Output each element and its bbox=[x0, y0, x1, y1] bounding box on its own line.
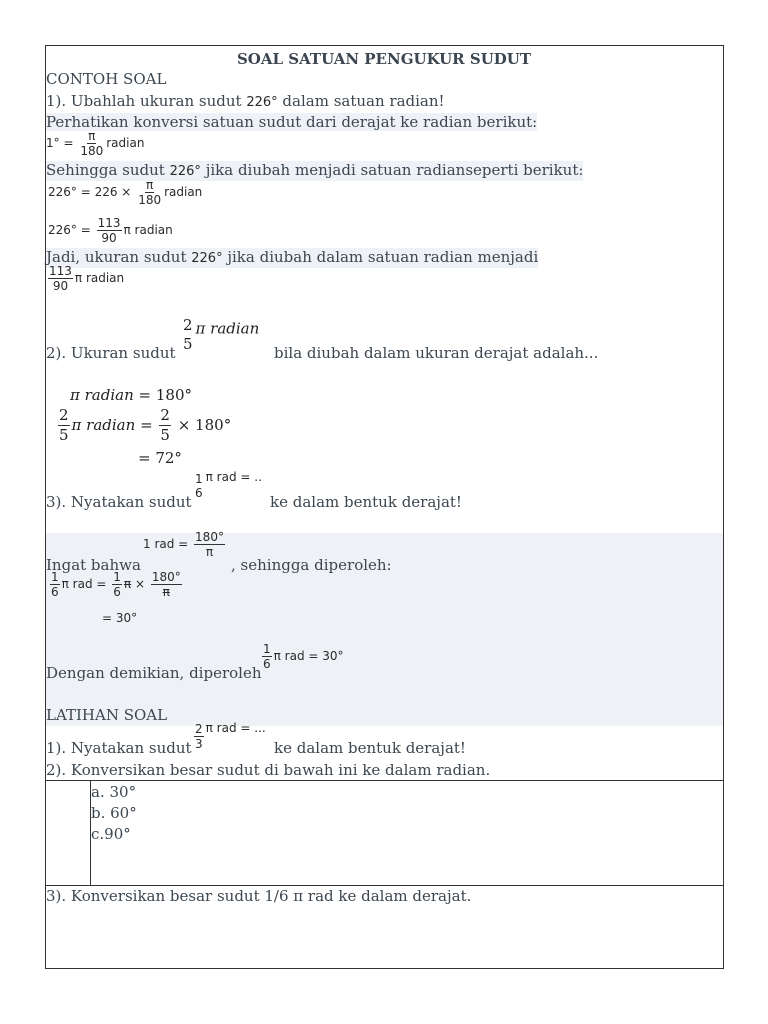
contoh-heading: CONTOH SOAL bbox=[46, 70, 167, 88]
q1-result: $\frac{113}{90}$ π radian bbox=[49, 264, 125, 293]
q2-label: 2). Ukuran sudut bbox=[46, 344, 176, 362]
q3-dengan: Dengan demikian, diperoleh bbox=[46, 664, 262, 682]
q3-label: 3). Nyatakan sudut bbox=[46, 493, 192, 511]
q3-calc-result: = 30° bbox=[102, 611, 138, 625]
q3-sehingga: , sehingga diperoleh: bbox=[231, 556, 392, 574]
q2-step2: $\frac{2}{5}$ π radian = $\frac{2}{5}$ × 180° bbox=[59, 406, 232, 444]
latihan-q1-label: 1). Nyatakan sudut bbox=[46, 739, 192, 757]
q3-ingat: Ingat bahwa bbox=[46, 556, 141, 574]
latihan-q1-fraction: $\frac{2}{3}$ π rad = ... bbox=[195, 721, 266, 751]
q2-rest: bila diubah dalam ukuran derajat adalah... bbox=[274, 344, 599, 362]
option-c: c.90° bbox=[91, 825, 131, 843]
latihan-q2: 2). Konversikan besar sudut di bawah ini ke dalam radian. bbox=[46, 761, 491, 779]
answer-box-2-inner bbox=[90, 780, 724, 886]
q3-conclusion-fraction: $\frac{1}{6}$ π rad = 30° bbox=[263, 642, 344, 671]
q1-eq2: 226° = $\frac{113}{90}$ π radian bbox=[48, 216, 173, 245]
q3-calc: $\frac{1}{6}$ π rad = $\frac{1}{6}$ π × $\frac{180^\circ}{\pi}$ bbox=[51, 570, 181, 599]
q2-fraction: 2 5 π radian bbox=[183, 316, 260, 353]
q3-rest: ke dalam bentuk derajat! bbox=[270, 493, 462, 511]
q3-rad-def: 1 rad = $\frac{180^\circ}{\pi}$ bbox=[143, 530, 224, 559]
q2-step1: π radian = 180° bbox=[70, 386, 192, 404]
latihan-q1-rest: ke dalam bentuk derajat! bbox=[274, 739, 466, 757]
q1-line2: Perhatikan konversi satuan sudut dari derajat ke radian berikut: bbox=[46, 113, 538, 131]
latihan-q3: 3). Konversikan besar sudut 1/6 π rad ke dalam derajat. bbox=[46, 887, 472, 905]
q1-eq1: 226° = 226 × $\frac{\pi}{180}$ radian bbox=[48, 178, 203, 207]
option-b: b. 60° bbox=[91, 804, 137, 822]
q1-line4: Jadi, ukuran sudut 226° jika diubah dalam satuan radian menjadi bbox=[46, 248, 539, 266]
latihan-heading: LATIHAN SOAL bbox=[46, 706, 168, 724]
q1-line3: Sehingga sudut 226° jika diubah menjadi satuan radianseperti berikut: bbox=[46, 161, 584, 179]
page-title: SOAL SATUAN PENGUKUR SUDUT bbox=[236, 50, 532, 68]
option-a: a. 30° bbox=[91, 783, 137, 801]
q2-step3: = 72° bbox=[138, 449, 182, 467]
q1-line1: 1). Ubahlah ukuran sudut 226° dalam satuan radian! bbox=[46, 92, 445, 110]
q1-conversion: 1° = $\frac{\pi}{180}$ radian bbox=[46, 129, 145, 158]
q3-fraction: 1 6 π rad = .. bbox=[195, 470, 262, 500]
